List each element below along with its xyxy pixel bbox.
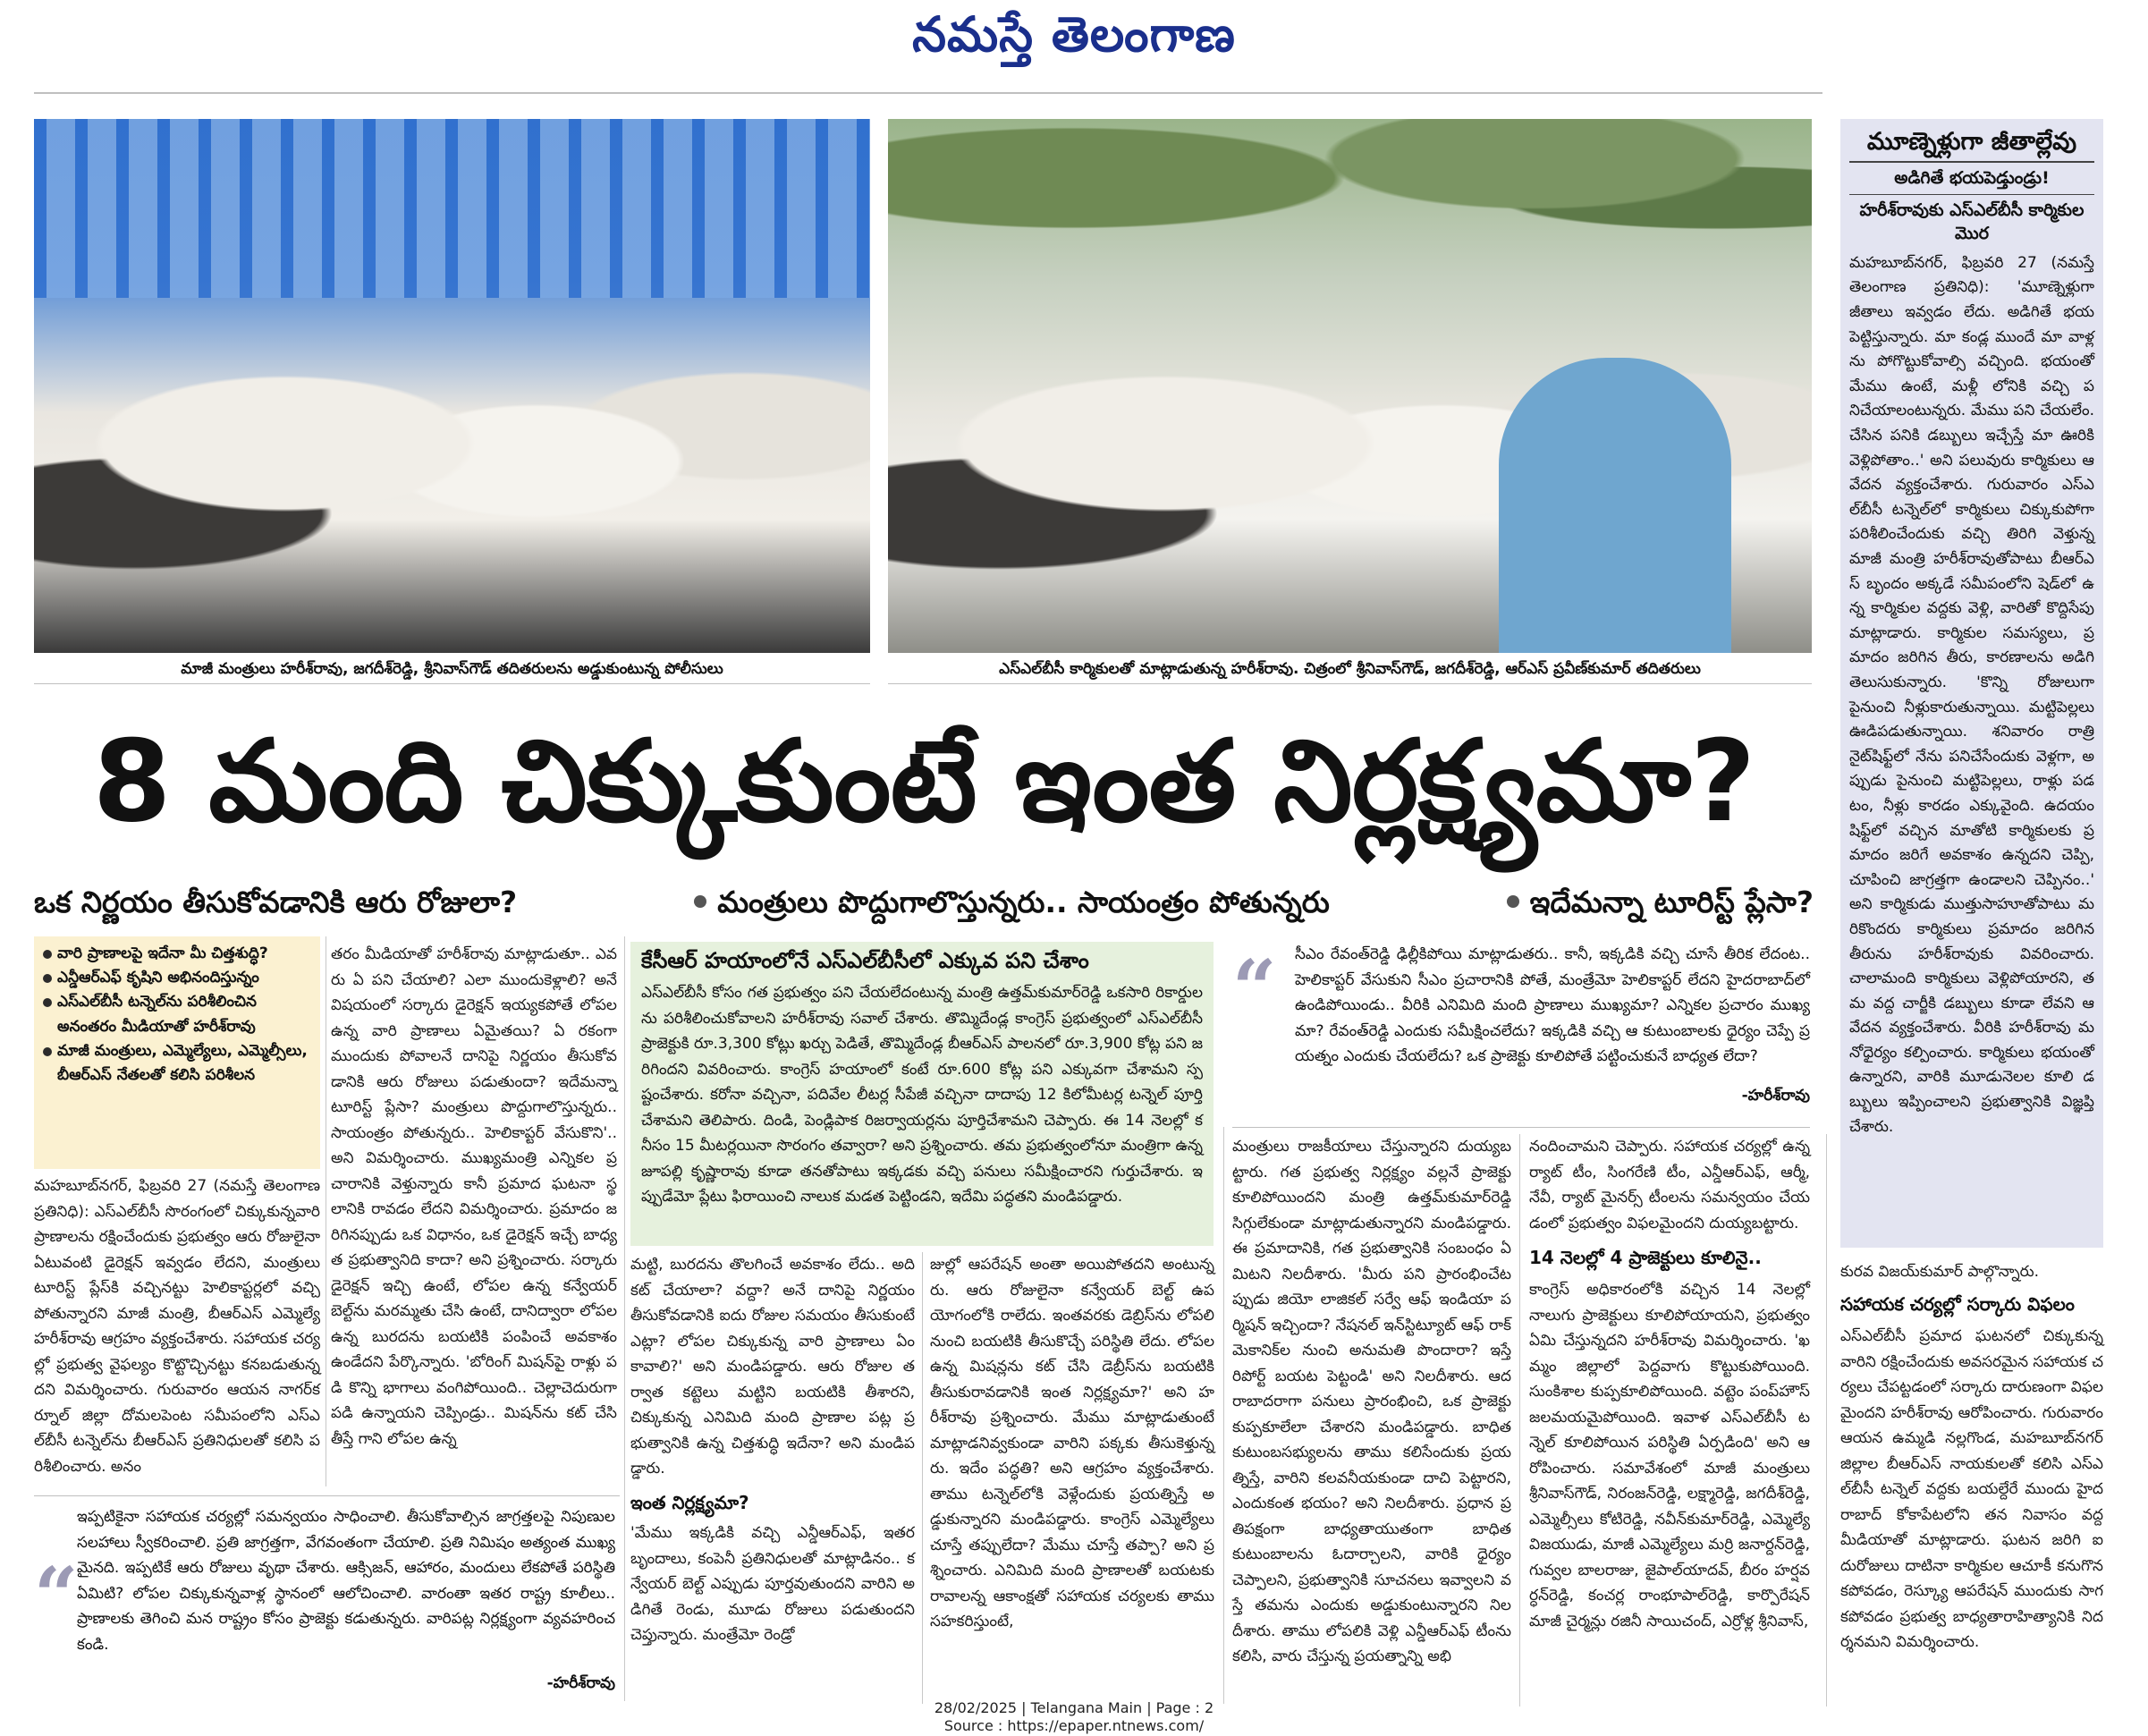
quote-mark-icon: “ [34,1551,79,1641]
column-divider [624,936,625,1701]
photo-workers-meeting [888,119,1812,653]
sidebar-rule [1849,161,2094,163]
article-column-1: మహబూబ్‌నగర్, ఫిబ్రవరి 27 (నమస్తే తెలంగాణ ప్రతినిధి): ఎస్‌ఎల్‌బీసీ సొరంగంలో చిక్కుకున్నవారి ప్రాణాలను రక్షించేందుకు ప్రభుత్వం ఆరు రోజులైనా ఏటువంటి డైరెక్షన్ ఇవ్వడం లేదని, మంత్రులు టూరిస్ట్ ప్లేస్‌కి వచ్చినట్టు హెలికాప్టర్లలో వచ్చి పోతున్నారని మాజీ మంత్రి, బీఆర్‌ఎస్ ఎమ్మెల్యే హరీశ్‌రావు ఆగ్రహం వ్యక్తంచేశారు. సహాయక చర్యల్లో ప్రభుత్వ వైఫల్యం కొట్టొచ్చినట్టు కనబడుతున్నదని విమర్శించారు. గురువారం ఆయన నాగర్‌కర్నూల్ జిల్లా దోమలపెంట సమీపంలోని ఎస్‌ఎల్‌బీసీ టన్నెల్‌ను బీఆర్‌ఎస్ ప్రతినిధులతో కలిసి పరిశీలించారు. అనం [34,1177,320,1476]
bullet-item: మాజీ మంత్రులు, ఎమ్మెల్యేలు, ఎమ్మెల్సీలు, బీఆర్‌ఎస్ నేతలతో కలిసి పరిశీలన [41,1039,313,1088]
quote-attribution: -హరీశ్‌రావు [1741,1087,1810,1105]
subhead-2-text: మంత్రులు పొద్దుగాలొస్తున్నరు.. సాయంత్రం పోతున్నరు [717,884,1330,919]
bullet-item: వారి ప్రాణాలపై ఇదేనా మీ చిత్తశుద్ధి? [41,942,313,966]
subhead-3-text: ఇదేమన్నా టూరిస్ట్ ప్లేసా? [1529,884,1814,919]
sidebar-rule [1849,194,2094,195]
photo-worker-shape [1499,358,1731,653]
section-rule [34,1495,620,1496]
quote-box-top [1232,942,1810,1103]
main-headline: 8 మంది చిక్కుకుంటే ఇంత నిర్లక్ష్యమా? [92,716,1755,847]
mid-subhead: ఇంత నిర్లక్ష్యమా? [630,1492,749,1513]
article-column-3: మంత్రులు రాజకీయాలు చేస్తున్నారని దుయ్యబట్టారు. గత ప్రభుత్వ నిర్లక్ష్యం వల్లనే ప్రాజెక్టు కూలిపోయిందని మంత్రి ఉత్తమ్‌కుమార్‌రెడ్డి సిగ్గులేకుండా మాట్లాడుతున్నారని మండిపడ్డారు. ఈ ప్రమాదానికి, గత ప్రభుత్వానికి సంబంధం ఏమిటని నిలదీశారు. 'మీరు పని ప్రారంభించేటప్పుడు జియో లాజికల్ సర్వే ఆఫ్ ఇండియా పర్మిషన్ ఇచ్చిందా? నేషనల్ ఇన్‌స్టిట్యూట్ ఆఫ్ రాక్ మెకానిక్‌ల నుంచి అనుమతి పొందారా? ఇస్తే రిపోర్ట్ బయట పెట్టండి' అని నిలదీశారు. ఆదరాబాదరాగా పనులు ప్రారంభించి, ఒక ప్రాజెక్టు కుప్పకూలేలా చేశారని మండిపడ్డారు. బాధిత కుటుంబసభ్యులను తాము కలిసేందుకు ప్రయత్నిస్తే, వారిని కలవనీయకుండా దాచి పెట్టారని, ఎందుకంత భయం? అని నిలదీశారు. ప్రధాన ప్రతిపక్షంగా బాధ్యతాయుతంగా బాధిత కుటుంబాలను ఓదార్చాలని, వారికి ధైర్యం చెప్పాలని, ప్రభుత్వానికి సూచనలు ఇవ్వాలని వస్తే తమను ఎందుకు అడ్డుకుంటున్నారని నిలదీశారు. తాము లోపలికి వెళ్లి ఎన్డీఆర్‌ఎఫ్ టీంను కలిసి, వారు చేస్తున్న ప్రయత్నాన్ని అభి [1232,1138,1511,1665]
page-footer [0,1699,2148,1735]
caption-rule [888,683,1812,684]
newspaper-logo: నమస్తే తెలంగాణ [912,5,1236,63]
bullet-item: ఎస్‌ఎల్‌బీసీ టన్నెల్‌ను పరిశీలించిన అనంతరం మీడియాతో హరీశ్‌రావు [41,990,313,1038]
kcr-box-text: ఎస్‌ఎల్‌బీసీ కోసం గత ప్రభుత్వం పని చేయలేదంటున్న మంత్రి ఉత్తమ్‌కుమార్‌రెడ్డి ఒకసారి రికార్డులను పరిశీలించుకోవాలని హరీశ్‌రావు సవాల్ చేశారు. తొమ్మిదేండ్ల కాంగ్రెస్ ప్రభుత్వంలో ఎస్‌ఎల్‌బీసీ ప్రాజెక్టుకి రూ.3,300 కోట్లు ఖర్చు పెడితే, తొమ్మిదేండ్ల బీఆర్‌ఎస్ పాలనలో రూ.3,900 కోట్ల పని జరిగిందని వివరించారు. కాంగ్రెస్ హయాంలో కంటే రూ.600 కోట్ల పని ఎక్కువగా చేశామని స్పష్టంచేశారు. కరోనా వచ్చినా, పదివేల లీటర్ల సీపేజీ వచ్చినా దాదాపు 12 కిలోమీటర్ల టన్నెల్ పూర్తి చేశామని తెలిపారు. దిండి, పెండ్లిపాక రిజర్వాయర్లను పూర్తిచేశామని చెప్పారు. ఈ 14 నెలల్లో కనీసం 15 మీటర్లయినా సొరంగం తవ్వారా? అని ప్రశ్నించారు. తమ ప్రభుత్వంలోనూ మంత్రిగా ఉన్న జూపల్లి కృష్ణారావు కూడా తనతోపాటు ఇక్కడకు వచ్చి పనులు సమీక్షించారని గుర్తుచేశారు. ఇప్పుడేమో ప్లేటు ఫిరాయించి నాలుక మడత పెట్టిండని, ఇదేమి పద్ధతని మండిపడ్డారు. [641,984,1203,1207]
footer-date-page: 28/02/2025 | Telangana Main | Page : 2 [934,1699,1214,1716]
col4-subhead: 14 నెలల్లో 4 ప్రాజెక్టులు కూలినై.. [1529,1247,1762,1268]
photo-trees-shape [888,119,1812,316]
column-divider [1826,1134,1827,1706]
article-column-4a: నందించామని చెప్పారు. సహాయక చర్యల్లో ఉన్న ర్యాట్ టీం, సింగరేణి టీం, ఎన్డీఆర్‌ఎఫ్, ఆర్మీ, నేవీ, ర్యాట్ మైనర్స్ టీంలను సమన్వయం చేయడంలో ప్రభుత్వం విఫలమైందని దుయ్యబట్టారు. [1529,1138,1810,1232]
subhead-row [34,884,1814,927]
right-bottom-text: ఎస్‌ఎల్‌బీసీ ప్రమాద ఘటనలో చిక్కుకున్న వారిని రక్షించేందుకు అవసరమైన సహాయక చర్యలు చేపట్టడంలో సర్కారు దారుణంగా విఫలమైందని హరీశ్‌రావు ఆరోపించారు. గురువారం ఆయన ఉమ్మడి నల్లగొండ, మహబూబ్‌నగర్ జిల్లాల బీఆర్‌ఎస్ నాయకులతో కలిసి ఎస్‌ఎల్‌బీసీ టన్నెల్ వద్దకు బయల్దేరే ముందు హైదరాబాద్ కోకాపేటలోని తన నివాసం వద్ద మీడియాతో మాట్లాడారు. ఘటన జరిగి ఐదురోజులు దాటినా కార్మికుల ఆచూకీ కనుగొనకపోవడం, రెస్క్యూ ఆపరేషన్ ముందుకు సాగకపోవడం ప్రభుత్వ బాధ్యతారాహిత్యానికి నిదర్శనమని విమర్శించారు. [1840,1327,2103,1651]
article-column-mid-1: మట్టి, బురదను తొలగించే అవకాశం లేదు.. అది కట్ చేయాలా? వద్దా? అనే దానిపై నిర్ణయం తీసుకోవడానికి ఐదు రోజుల సమయం తీసుకుంటే ఎట్లా? లోపల చిక్కుకున్న వారి ప్రాణాలు ఏం కావాలి?' అని మండిపడ్డారు. ఆరు రోజుల తర్వాత కట్టెలు మట్టిని బయటికి తీశారని, చిక్కుకున్న ఎనిమిది మంది ప్రాణాల పట్ల ప్రభుత్వానికి ఉన్న చిత్తశుద్ధి ఇదేనా? అని మండిపడ్డారు. [630,1256,915,1478]
caption-rule [34,683,870,684]
right-lead-line: కురవ విజయ్‌కుమార్ పాల్గొన్నారు. [1840,1263,2039,1281]
column-divider [922,1252,923,1704]
column-divider [1519,1134,1520,1706]
photo-caption-left: మాజీ మంత్రులు హరీశ్‌రావు, జగదీశ్‌రెడ్డి, శ్రీనివాస్‌గౌడ్ తదితరులను అడ్డుకుంటున్న పోలీసులు [181,660,723,678]
footer-source: Source : https://epaper.ntnews.com/ [943,1717,1205,1734]
column-divider [1223,1127,1224,1704]
sidebar-subtitle-1: అడిగితే భయపెడ్తుండ్రు! [1894,168,2050,189]
subhead-1: ఒక నిర్ణయం తీసుకోవడానికి ఆరు రోజులా? [34,884,518,919]
photo-crowd-shape [34,304,870,653]
right-subhead: సహాయక చర్యల్లో సర్కారు విఫలం [1840,1293,2075,1315]
bottom-quote-attribution: -హరీశ్‌రావు [546,1674,615,1692]
bottom-quote-text: ఇప్పటికైనా సహాయక చర్యల్లో సమన్వయం సాధించాలి. తీసుకోవాల్సిన జాగ్రత్తలపై నిపుణుల సలహాలు స్వీకరించాలి. ప్రతి జాగ్రత్తగా, వేగవంతంగా చేయాలి. ప్రతి నిమిషం అత్యంత ముఖ్యమైనది. ఇప్పటికే ఆరు రోజులు వృథా చేశారు. ఆక్సిజన్, ఆహారం, మందులు లేకపోతే పరిస్థితి ఏమిటి? లోపల చిక్కుకున్నవాళ్ల స్థానంలో ఆలోచించాలి. వారంతా ఇతర రాష్ట్ర కూలీలు.. ప్రాణాలకు తెగించి మన రాష్ట్రం కోసం ప్రాజెక్టు కడుతున్నరు. వారిపట్ల నిర్లక్ష్యంగా వ్యవహరించకండి. [77,1508,615,1654]
article-column-2: తరం మీడియాతో హరీశ్‌రావు మాట్లాడుతూ.. ఎవరు ఏ పని చేయాలి? ఎలా ముందుకెళ్లాలి? అనే విషయంలో సర్కారు డైరెక్షన్ ఇయ్యకపోతే లోపల ఉన్న వారి ప్రాణాలు ఏమైతయి? ఏ రకంగా ముందుకు పోవాలనే దానిపై నిర్ణయం తీసుకోవడానికి ఆరు రోజులు పడుతుందా? ఇదేమన్నా టూరిస్ట్ ప్లేసా? మంత్రులు పొద్దుగాలొస్తున్నరు.. సాయంత్రం పోతున్నరు.. హెలికాప్టర్ వేసుకొని'.. అని విమర్శించారు. ముఖ్యమంత్రి ఎన్నికల ప్రచారానికి వెళ్తున్నారు కానీ ప్రమాద ఘటనా స్థలానికి రావడం లేదని విమర్శించారు. ప్రమాదం జరిగినప్పుడు ఒక విధానం, ఒక డైరెక్షన్ ఇచ్చే బాధ్యత ప్రభుత్వానిది కాదా? అని ప్రశ్నించారు. సర్కారు డైరెక్షన్ ఇచ్చి ఉంటే, లోపల ఉన్న కన్వేయర్ బెల్ట్‌ను మరమ్మతు చేసి ఉంటే, దానిద్వారా లోపల ఉన్న బురదను బయటికి పంపించే అవకాశం ఉండేదని పేర్కొన్నారు. 'బోరింగ్ మిషన్‌పై రాళ్లు పడి కొన్ని భాగాలు వంగిపోయింది.. చెల్లాచెదురుగా పడి ఉన్నాయని చెప్పిండ్రు.. మిషన్‌ను కట్ చేసి తీస్తే గాని లోపల ఉన్న [331,945,617,1448]
photo-gate-shape [34,119,870,298]
article-column-mid-1b: 'మేము ఇక్కడికి వచ్చి ఎన్డీఆర్‌ఎఫ్, ఇతర బృందాలు, కంపెనీ ప్రతినిధులతో మాట్లాడినం.. కన్వేయర్ బెల్ట్ ఎప్పుడు పూర్తవుతుందని వారిని అడిగితే రెండు, మూడు రోజులు పడుతుందని చెప్తున్నారు. మంత్రేమో రెండ్రో [630,1524,915,1644]
section-rule [1232,1127,1810,1128]
bullet-dot-icon [1507,895,1519,908]
bullet-dot-icon [694,895,706,908]
article-column-4b: కాంగ్రెస్ అధికారంలోకి వచ్చిన 14 నెలల్లో నాలుగు ప్రాజెక్టులు కూలిపోయాయని, ప్రభుత్వం ఏమి చేస్తున్నదని హరీశ్‌రావు విమర్శించారు. 'ఖమ్మం జిల్లాలో పెద్దవాగు కొట్టుకుపోయింది. సుంకిశాల కుప్పకూలిపోయింది. వట్టెం పంప్‌హౌస్ జలమయమైపోయింది. ఇవాళ ఎస్‌ఎల్‌బీసీ టన్నెల్ కూలిపోయిన పరిస్థితి ఏర్పడింది' అని ఆరోపించారు. సమావేశంలో మాజీ మంత్రులు శ్రీనివాస్‌గౌడ్, నిరంజన్‌రెడ్డి, లక్ష్మారెడ్డి, జగదీశ్‌రెడ్డి, ఎమ్మెల్సీలు కోటిరెడ్డి, నవీన్‌కుమార్‌రెడ్డి, ఎమ్మెల్యే విజయుడు, మాజీ ఎమ్మెల్యేలు మర్రి జనార్దన్‌రెడ్డి, గువ్వల బాలరాజు, జైపాల్‌యాదవ్, బీరం హర్షవర్ధన్‌రెడ్డి, కంచర్ల రాంభూపాల్‌రెడ్డి, కార్పొరేషన్ మాజీ చైర్మన్లు రజినీ సాయిచంద్, ఎర్రోళ్ల శ్రీనివాస్, [1529,1281,1810,1630]
sidebar-title: మూణ్నెళ్లుగా జీతాల్లేవు [1866,128,2077,156]
photo-caption-right: ఎస్‌ఎల్‌బీసీ కార్మికులతో మాట్లాడుతున్న హరీశ్‌రావు. చిత్రంలో శ్రీనివాస్‌గౌడ్, జగదీశ్‌రెడ్డి, ఆర్‌ఎస్ ప్రవీణ్‌కుమార్ తదితరులు [999,660,1701,678]
masthead [0,0,2148,89]
sidebar-subtitle-2: హరీశ్‌రావుకు ఎస్‌ఎల్‌బీసీ కార్మికుల మొర [1859,199,2085,244]
kcr-era-box [630,942,1214,1246]
quote-box-bottom [34,1504,615,1701]
article-column-mid-2: జుల్లో ఆపరేషన్ అంతా అయిపోతదని అంటున్నరు. ఆరు రోజులైనా కన్వేయర్ బెల్ట్ ఉపయోగంలోకి రాలేదు. ఇంతవరకు డెబ్రిస్‌ను లోపలి నుంచి బయటికి తీసుకొచ్చే పరిస్థితి లేదు. లోపల ఉన్న మిషన్లను కట్ చేసి డెబ్రీస్‌ను బయటికి తీసుకురావడానికి ఇంత నిర్లక్ష్యమా?' అని హరీశ్‌రావు ప్రశ్నించారు. మేము మాట్లాడుతుంటే మాట్లాడనివ్వకుండా వారిని పక్కకు తీసుకెళ్తున్నరు. ఇదేం పద్ధతి? అని ఆగ్రహం వ్యక్తంచేశారు. తాము టన్నెల్‌లోకి వెళ్లేందుకు ప్రయత్నిస్తే అడ్డుకున్నారని మండిపడ్డారు. కాంగ్రెస్ ఎమ్మెల్యేలు చూస్తే తప్పులేదా? మేము చూస్తే తప్పా? అని ప్రశ్నించారు. ఎనిమిది మంది ప్రాణాలతో బయటకు రావాలన్న ఆకాంక్షతో సహాయక చర్యలకు తాము సహకరిస్తుంటే, [930,1256,1214,1630]
quote-mark-icon: “ [1232,944,1277,1034]
quote-text: సీఎం రేవంత్‌రెడ్డి ఢిల్లీకిపోయి మాట్లాడుతరు.. కానీ, ఇక్కడికి వచ్చి చూసే తీరిక లేదంట.. హెలికాప్టర్ వేసుకుని సీఎం ప్రచారానికి పోతే, మంత్రేమో హెలికాప్టర్ లేదని హైదరాబాద్‌లో ఉండిపోయిండు.. వీరికి ఎనిమిది మంది ప్రాణాలు ముఖ్యమా? ఎన్నికల ప్రచారం ముఖ్యమా? రేవంత్‌రెడ్డి ఎందుకు సమీక్షించలేదు? ఇక్కడికి వచ్చి ఆ కుటుంబాలకు ధైర్యం చెప్పే ప్రయత్నం ఎందుకు చేయలేదు? ఒక ప్రాజెక్టు కూలిపోతే పట్టించుకునే బాధ్యత లేదా? [1295,945,1810,1065]
sidebar-workers-story [1840,119,2103,1248]
photo-police-blocking [34,119,870,653]
bullet-item: ఎన్డీఆర్‌ఎఫ్ కృషిని అభినందిస్తున్నం [41,966,313,990]
subhead-3 [1507,885,1814,927]
subhead-2 [694,885,1330,927]
sidebar-text: మహబూబ్‌నగర్, ఫిబ్రవరి 27 (నమస్తే తెలంగాణ ప్రతినిధి): 'మూణ్నెళ్లుగా జీతాలు ఇవ్వడం లేదు. అడిగితే భయపెట్టిస్తున్నారు. మా కండ్ల ముందే మా వాళ్లను పోగొట్టుకోవాల్సి వచ్చింది. భయంతో మేము ఉంటే, మళ్లీ లోనికి వచ్చి పనిచేయాలంటున్నరు. మేము పని చేయలేం. చేసిన పనికి డబ్బులు ఇచ్చేస్తే మా ఊరికి వెళ్లిపోతాం..' అని పలువురు కార్మికులు ఆవేదన వ్యక్తంచేశారు. గురువారం ఎస్‌ఎల్‌బీసీ టన్నెల్‌లో కార్మికులు చిక్కుకుపోగా పరిశీలించేందుకు వచ్చి తిరిగి వెళ్తున్న మాజీ మంత్రి హరీశ్‌రావుతోపాటు బీఆర్‌ఎస్ బృందం అక్కడే సమీపంలోని షెడ్‌లో ఉన్న కార్మికుల వద్దకు వెళ్లి, వారితో కొద్దిసేపు మాట్లాడారు. కార్మికుల సమస్యలు, ప్రమాదం జరిగిన తీరు, కారణాలను అడిగి తెలుసుకున్నారు. 'కొన్ని రోజులుగా పైనుంచి నీళ్లుకారుతున్నాయి. మట్టిపెల్లలు ఊడిపడుతున్నాయి. శనివారం రాత్రి నైట్‌షిఫ్ట్‌లో నేను పనిచేసేందుకు వెళ్లగా, అప్పుడు పైనుంచి మట్టిపెల్లలు, రాళ్లు పడటం, నీళ్లు కారడం ఎక్కువైంది. ఉదయం షిఫ్ట్‌లో వచ్చిన మాతోటి కార్మికులకు ప్రమాదం జరిగే అవకాశం ఉన్నదని చెప్పి, చూపించి జాగ్రత్తగా ఉండాలని చెప్పినం..' అని కార్మికుడు ముత్తుసాహూతోపాటు మరికొందరు కార్మికులు ప్రమాదం జరిగిన తీరును హరీశ్‌రావుకు వివరించారు. చాలామంది కార్మికులు వెళ్లిపోయారని, తమ వద్ద చార్జీకి డబ్బులు కూడా లేవని ఆవేదన వ్యక్తంచేశారు. వీరికి హరీశ్‌రావు మనోధైర్యం కల్పించారు. కార్మికులు భయంతో ఉన్నారని, వారికి మూడునెలల కూలి డబ్బులు ఇప్పించాలని ప్రభుత్వానికి విజ్ఞప్తి చేశారు. [1849,253,2094,1136]
kcr-box-title: కేసీఆర్ హయాంలోనే ఎస్‌ఎల్‌బీసీలో ఎక్కువ పని చేశాం [641,948,1089,973]
highlight-bullets [34,936,320,1169]
masthead-divider [34,92,1822,94]
